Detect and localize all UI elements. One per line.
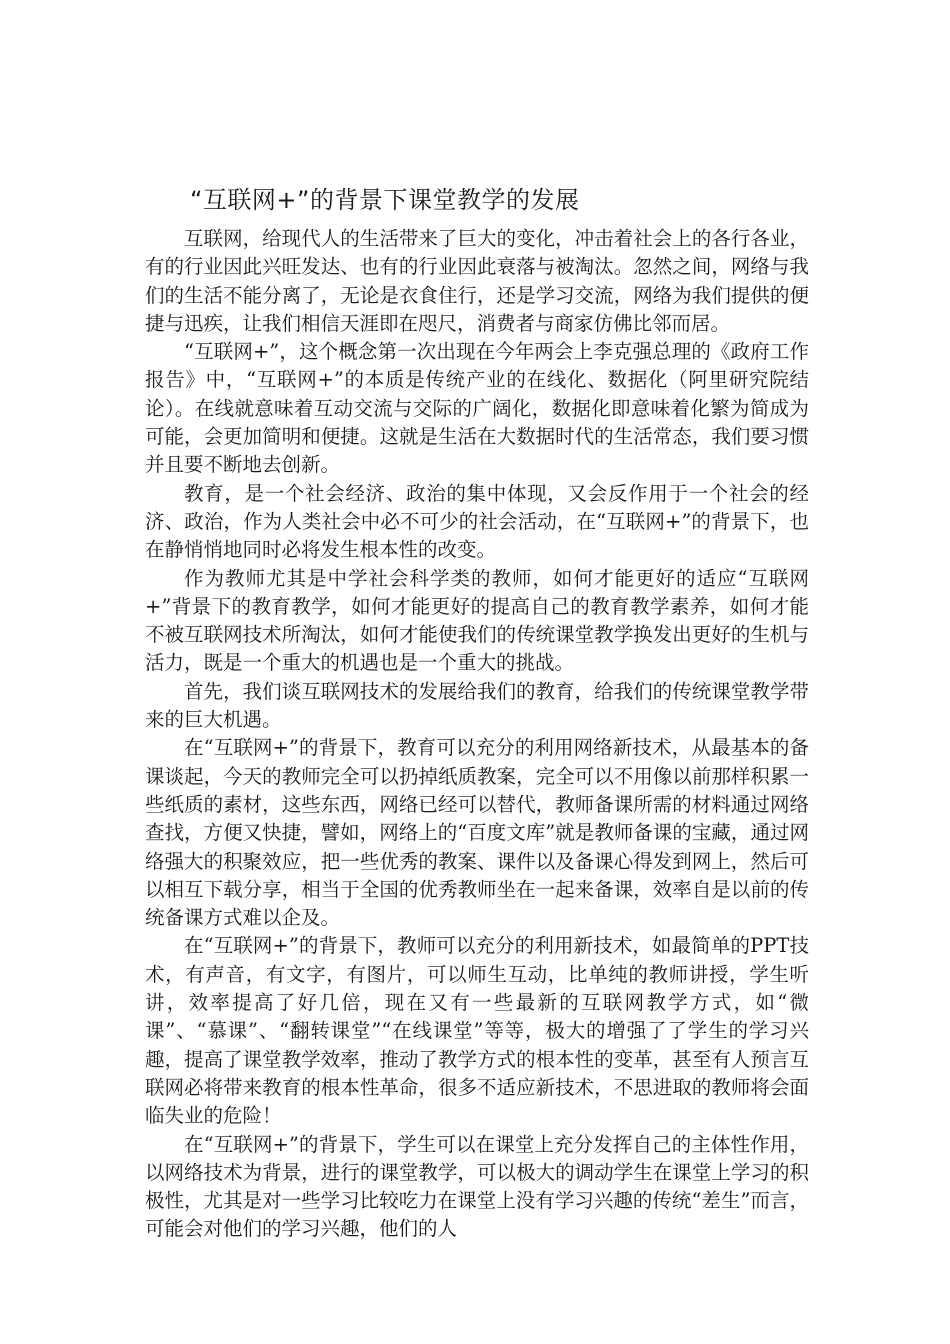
paragraph-7: 在“互联网+”的背景下，教师可以充分的利用新技术，如最简单的PPT技术，有声音，有文字，有图片，可以师生互动，比单纯的教师讲授，学生听讲，效率提高了好几倍，现在又有一些最新的互联网教学方式，如“微课”、“慕课”、“翻转课堂”“在线课堂”等等，极大的增强了了学生的学习兴趣，提高了课堂教学效率，推动了教学方式的根本性的变革，甚至有人预言互联网必将带来教育的根本性革命，很多不适应新技术，不思进取的教师将会面临失业的危险！ [145, 934, 809, 1128]
paragraph-5: 首先，我们谈互联网技术的发展给我们的教育，给我们的传统课堂教学带来的巨大机遇。 [145, 679, 809, 732]
paragraph-4: 作为教师尤其是中学社会科学类的教师，如何才能更好的适应“互联网+”背景下的教育教学，如何才能更好的提高自己的教育教学素养，如何才能不被互联网技术所淘汰，如何才能使我们的传统课堂教学换发出更好的生机与活力，既是一个重大的机遇也是一个重大的挑战。 [145, 566, 809, 675]
paragraph-3: 教育，是一个社会经济、政治的集中体现，又会反作用于一个社会的经济、政治，作为人类社会中必不可少的社会活动，在“互联网+”的背景下，也在静悄悄地同时必将发生根本性的改变。 [145, 481, 809, 562]
paragraph-8: 在“互联网+”的背景下，学生可以在课堂上充分发挥自己的主体性作用，以网络技术为背景，进行的课堂教学，可以极大的调动学生在课堂上学习的积极性，尤其是对一些学习比较吃力在课堂上没有学习兴趣的传统“差生”而言，可能会对他们的学习兴趣，他们的人 [145, 1132, 809, 1241]
paragraph-1: 互联网，给现代人的生活带来了巨大的变化，冲击着社会上的各行各业，有的行业因此兴旺发达、也有的行业因此衰落与被淘汰。忽然之间，网络与我们的生活不能分离了，无论是衣食住行，还是学习交流，网络为我们提供的便捷与迅疾，让我们相信天涯即在咫尺，消费者与商家仿佛比邻而居。 [145, 227, 809, 335]
paragraph-6: 在“互联网+”的背景下，教育可以充分的利用网络新技术，从最基本的备课谈起，今天的教师完全可以扔掉纸质教案，完全可以不用像以前那样积累一些纸质的素材，这些东西，网络已经可以替代，教师备课所需的材料通过网络查找，方便又快捷，譬如，网络上的“百度文库”就是教师备课的宝藏，通过网络强大的积聚效应，把一些优秀的教案、课件以及备课心得发到网上，然后可以相互下载分享，相当于全国的优秀教师坐在一起来备课，效率自是以前的传统备课方式难以企及。 [145, 736, 809, 930]
document-title: “互联网+”的背景下课堂教学的发展 [190, 186, 580, 214]
document-body [145, 225, 809, 1244]
paragraph-2: “互联网+”，这个概念第一次出现在今年两会上李克强总理的《政府工作报告》中，“互联网+”的本质是传统产业的在线化、数据化（阿里研究院结论）。在线就意味着互动交流与交际的广阔化，数据化即意味着化繁为简成为可能，会更加简明和便捷。这就是生活在大数据时代的生活常态，我们要习惯并且要不断地去创新。 [145, 340, 809, 477]
